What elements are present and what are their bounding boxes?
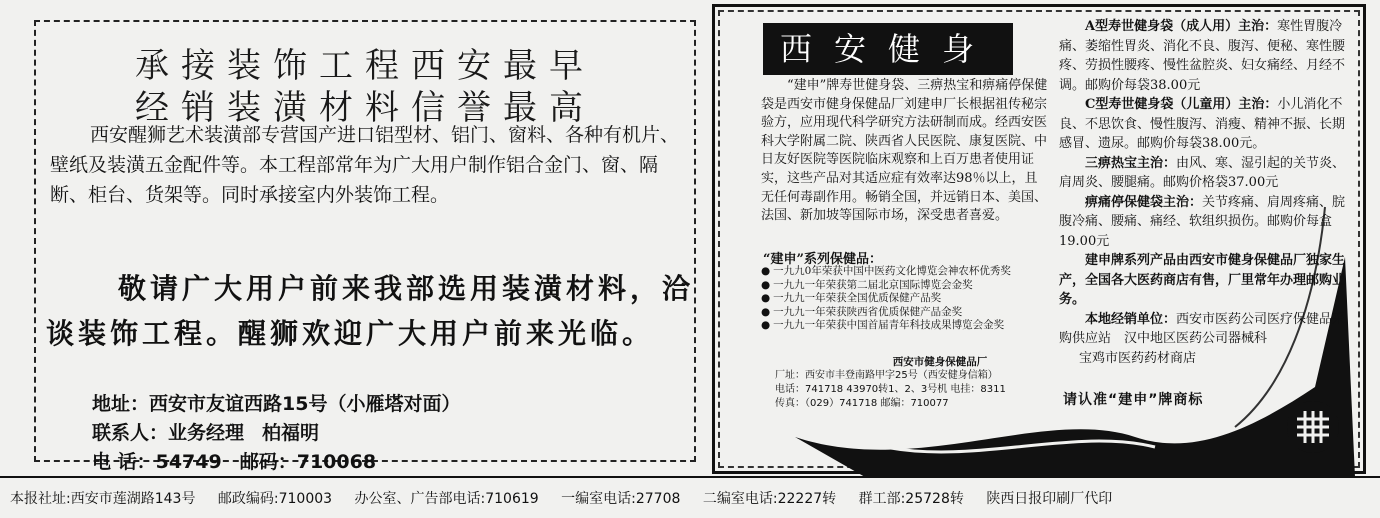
ad-headline-2: 经销装潢材料信誉最高 [135, 88, 595, 128]
factory-name: 西安市健身保健品厂 [892, 356, 988, 368]
ad-phone: 电 话：54749 [92, 451, 222, 473]
ad-contact-label: 联系人：业务经理 [92, 422, 245, 444]
product-c-title: C型寿世健身袋（儿童用）主治： [1085, 97, 1278, 112]
product-three-text: 由风、寒、湿引起的关节炎、肩周炎、腰腿痛。邮购价格袋37.00元 [1059, 155, 1346, 190]
decoration-ad [34, 20, 696, 473]
footer-ad-office: 办公室、广告部电话:710619 [354, 491, 539, 507]
award-item: ● 一九九0年荣获中国中医药文化博览会神农杯优秀奖 [761, 265, 1061, 279]
factory-info [775, 354, 1065, 411]
ad-body-text: 西安醒狮艺术装潢部专营国产进口铝型材、铝门、窗料、各种有机片、壁纸及装潢五金配件等。本工程部常年为广大用户制作铝合金门、窗、隔断、柜台、货架等。同时承接室内外装饰工程。 [50, 124, 680, 206]
ad-contact-block [92, 390, 460, 477]
footer-postcode: 邮政编码:710003 [217, 491, 333, 507]
footer-rule [0, 476, 1380, 478]
ad-phone-row [92, 448, 460, 477]
ad-headline-1: 承接装饰工程西安最早 [135, 46, 595, 86]
distributors-label: 本地经销单位： [1085, 311, 1177, 327]
series-title: “建申”系列保健品： [763, 252, 882, 267]
brand-title: 西安健身 [763, 23, 1013, 75]
product-pain-title: 痹痛停保健袋主治： [1085, 194, 1203, 210]
product-column [1059, 17, 1349, 368]
trademark-note: 请认准“建申”牌商标 [1063, 392, 1204, 408]
footer-printer: 陕西日报印刷厂代印 [986, 491, 1113, 507]
ad-address: 地址：西安市友谊西路15号（小雁塔对面） [92, 393, 461, 415]
product-c-text: 小儿消化不良、不思饮食、慢性腹泻、消瘦、精神不振、长期感冒、遗尿。邮购价每袋38.00元。 [1059, 97, 1346, 151]
product-a [1059, 17, 1349, 95]
intro-text: “建申”牌寿世健身袋、三痹热宝和痹痛停保健袋是西安市健身保健品厂刘建申厂长根据祖传秘宗验方，应用现代科学研究方法研制而成。经西安医科大学附属二院、陕西省人民医院、康复医院、中日友好医院等医院临床观察和上百万患者使用证实，这些产品对其适应症有效率达98％以上，且无任何毒副作用。畅销全国，并远销日本、美国、法国、新加坡等国际市场，深受患者喜爱。 [761, 78, 1048, 224]
footer-mass-work: 群工部:25728转 [858, 491, 964, 507]
award-item: ● 一九九一年荣获第二届北京国际博览会金奖 [761, 279, 1061, 293]
award-item: ● 一九九一年荣获全国优质保健产品奖 [761, 292, 1061, 306]
ad-contact-row [92, 419, 460, 448]
product-three [1059, 154, 1349, 193]
product-a-title: A型寿世健身袋（成人用）主治： [1085, 19, 1278, 34]
footer-editorial-1: 一编室电话:27708 [561, 491, 681, 507]
footer-address: 本报社址:西安市莲湖路143号 [10, 491, 196, 507]
product-pain-text: 关节疼痛、肩周疼痛、脘腹冷痛、腰痛、痛经、软组织损伤。邮购价每盒19.00元 [1059, 194, 1346, 249]
factory-phone: 电话：741718 43970转1、2、3号机 电挂：8311 [775, 384, 1006, 395]
ad-contact-name: 柏福明 [262, 422, 320, 444]
factory-address: 厂址：西安市丰登南路甲字25号（西安健身信箱） [775, 370, 998, 381]
exclusive-note: 建申牌系列产品由西安市健身保健品厂独家生产，全国各大医药商店有售，厂里常年办理邮购业务。 [1059, 253, 1346, 307]
ad-invitation: 敬请广大用户前来我部选用装潢材料，洽谈装饰工程。醒狮欢迎广大用户前来光临。 [46, 272, 695, 350]
product-c [1059, 95, 1349, 154]
newspaper-footer [10, 488, 1380, 508]
trademark-logo-icon [1285, 399, 1341, 455]
product-pain [1059, 193, 1349, 252]
distributors-text-2: 宝鸡市医药药材商店 [1079, 350, 1197, 366]
footer-editorial-2: 二编室电话:22227转 [702, 491, 837, 507]
ad-postcode: 邮码：710068 [239, 451, 377, 473]
product-three-title: 三痹热宝主治： [1085, 155, 1177, 171]
award-item: ● 一九九一年荣获中国首届青年科技成果博览会金奖 [761, 319, 1061, 333]
distributors [1059, 310, 1349, 349]
awards-list [761, 265, 1061, 333]
award-item: ● 一九九一年荣获陕西省优质保健产品金奖 [761, 306, 1061, 320]
factory-fax: 传真：（029）741718 邮编：710077 [775, 398, 949, 409]
health-products-ad [712, 4, 1366, 474]
distributors-text-1: 西安市医药公司医疗保健品采购供应站 汉中地区医药公司器械科 [1059, 311, 1346, 346]
product-a-text: 寒性胃腹冷痛、萎缩性胃炎、消化不良、腹泻、便秘、寒性腰疼、劳损性腰疼、慢性盆腔炎、妇女痛经、月经不调。邮购价每袋38.00元 [1059, 19, 1346, 93]
